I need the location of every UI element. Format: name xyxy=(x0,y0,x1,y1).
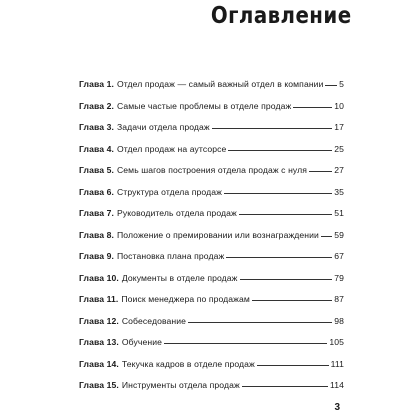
toc-entry[interactable] xyxy=(79,122,344,144)
chapter-number: Глава 3. xyxy=(79,122,114,132)
chapter-page-number: 35 xyxy=(334,186,344,197)
toc-entry[interactable] xyxy=(79,101,344,123)
chapter-title: Отдел продаж — самый важный отдел в компании xyxy=(117,79,324,89)
toc-entry[interactable] xyxy=(79,230,344,252)
page-title: Оглавление xyxy=(211,3,352,29)
chapter-number: Глава 7. xyxy=(79,208,114,218)
dot-leader xyxy=(309,171,332,172)
chapter-number: Глава 8. xyxy=(79,229,114,240)
chapter-number: Глава 14. xyxy=(79,358,119,369)
chapter-title: Положение о премировании или вознаграждении xyxy=(117,229,319,240)
dot-leader xyxy=(212,128,332,129)
chapter-number: Глава 12. xyxy=(79,315,119,326)
toc-entry[interactable] xyxy=(79,251,344,273)
dot-leader xyxy=(325,85,337,86)
chapter-page-number: 27 xyxy=(334,165,344,175)
chapter-page-number: 5 xyxy=(339,79,344,89)
chapter-title: Документы в отделе продаж xyxy=(121,272,238,283)
toc-entry[interactable] xyxy=(79,165,344,187)
chapter-page-number: 67 xyxy=(334,251,344,261)
chapter-page-number: 59 xyxy=(334,229,344,240)
chapter-page-number: 114 xyxy=(330,380,344,390)
chapter-page-number: 17 xyxy=(334,122,344,132)
chapter-title: Текучка кадров в отделе продаж xyxy=(121,358,255,369)
chapter-page-number: 79 xyxy=(334,272,344,283)
chapter-number: Глава 4. xyxy=(79,143,114,154)
dot-leader xyxy=(321,236,332,237)
dot-leader xyxy=(188,322,332,323)
chapter-page-number: 10 xyxy=(334,100,344,111)
page-number: 3 xyxy=(334,402,340,413)
chapter-page-number: 25 xyxy=(334,143,344,154)
dot-leader xyxy=(257,365,329,366)
toc-entry[interactable] xyxy=(79,359,344,381)
toc-entry[interactable] xyxy=(79,144,344,166)
dot-leader xyxy=(226,257,332,258)
chapter-page-number: 105 xyxy=(329,337,344,347)
dot-leader xyxy=(239,214,332,215)
chapter-title: Инструменты отдела продаж xyxy=(121,380,240,390)
chapter-title: Семь шагов построения отдела продаж с нуля xyxy=(117,165,307,175)
dot-leader xyxy=(293,107,332,108)
chapter-title: Поиск менеджера по продажам xyxy=(121,294,250,304)
toc-entry[interactable] xyxy=(79,79,344,101)
table-of-contents xyxy=(79,79,344,402)
chapter-number: Глава 5. xyxy=(79,165,114,175)
chapter-number: Глава 13. xyxy=(79,337,119,347)
chapter-number: Глава 11. xyxy=(79,294,119,304)
toc-entry[interactable] xyxy=(79,316,344,338)
chapter-number: Глава 6. xyxy=(79,186,114,197)
chapter-title: Структура отдела продаж xyxy=(117,186,222,197)
chapter-title: Самые частые проблемы в отделе продаж xyxy=(117,100,292,111)
dot-leader xyxy=(252,300,332,301)
chapter-title: Обучение xyxy=(121,337,162,347)
chapter-number: Глава 1. xyxy=(79,79,114,89)
chapter-title: Собеседование xyxy=(121,315,187,326)
chapter-page-number: 98 xyxy=(334,315,344,326)
chapter-title: Задачи отдела продаж xyxy=(117,122,210,132)
dot-leader xyxy=(228,150,332,151)
chapter-number: Глава 2. xyxy=(79,100,114,111)
toc-entry[interactable] xyxy=(79,380,344,402)
chapter-number: Глава 9. xyxy=(79,251,114,261)
dot-leader xyxy=(164,343,327,344)
chapter-number: Глава 15. xyxy=(79,380,119,390)
dot-leader xyxy=(224,193,332,194)
toc-entry[interactable] xyxy=(79,208,344,230)
toc-entry[interactable] xyxy=(79,294,344,316)
chapter-page-number: 51 xyxy=(334,208,344,218)
chapter-number: Глава 10. xyxy=(79,272,119,283)
toc-entry[interactable] xyxy=(79,337,344,359)
toc-entry[interactable] xyxy=(79,273,344,295)
dot-leader xyxy=(240,279,333,280)
chapter-title: Постановка плана продаж xyxy=(117,251,225,261)
chapter-title: Отдел продаж на аутсорсе xyxy=(117,143,227,154)
dot-leader xyxy=(242,386,328,387)
chapter-page-number: 87 xyxy=(334,294,344,304)
chapter-page-number: 111 xyxy=(330,358,344,369)
toc-entry[interactable] xyxy=(79,187,344,209)
chapter-title: Руководитель отдела продаж xyxy=(117,208,237,218)
